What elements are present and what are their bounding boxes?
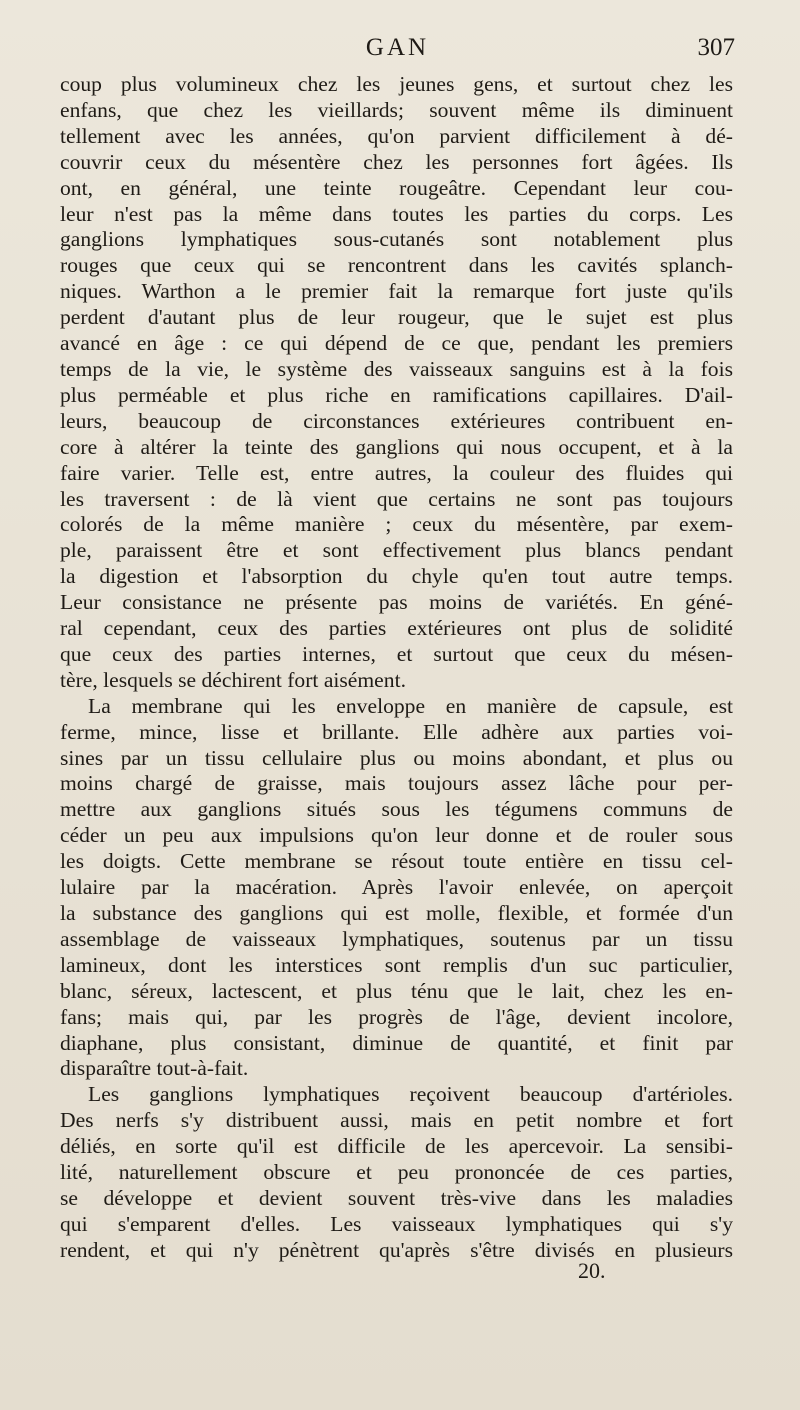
text-line: qui s'emparent d'elles. Les vaisseaux lymphatiques qui s'y bbox=[60, 1211, 733, 1236]
text-line: La membrane qui les enveloppe en manière de capsule, est bbox=[88, 693, 733, 718]
text-line: ganglions lymphatiques sous-cutanés sont notablement plus bbox=[60, 227, 733, 252]
signature-mark: 20. bbox=[578, 1258, 606, 1283]
text-line: ple, paraissent être et sont effectivement plus blancs pendant bbox=[60, 538, 733, 563]
text-line: déliés, en sorte qu'il est difficile de les apercevoir. La sensibi- bbox=[60, 1134, 733, 1159]
text-line: niques. Warthon a le premier fait la remarque fort juste qu'ils bbox=[60, 279, 733, 304]
text-line: enfans, que chez les vieillards; souvent même ils diminuent bbox=[60, 97, 733, 122]
text-line: la digestion et l'absorption du chyle qu'en tout autre temps. bbox=[60, 564, 733, 589]
text-line: lulaire par la macération. Après l'avoir enlevée, on aperçoit bbox=[60, 875, 733, 900]
body-text bbox=[60, 72, 733, 1264]
text-line: que ceux des parties internes, et surtout que ceux du mésen- bbox=[60, 641, 733, 666]
paragraph bbox=[60, 694, 733, 1083]
text-line: lamineux, dont les interstices sont remplis d'un suc particulier, bbox=[60, 952, 733, 977]
paragraph bbox=[60, 72, 733, 694]
text-line: se développe et devient souvent très-vive dans les maladies bbox=[60, 1185, 733, 1210]
text-line: les traversent : de là vient que certains ne sont pas toujours bbox=[60, 486, 733, 511]
text-line: mettre aux ganglions situés sous les tégumens communs de bbox=[60, 797, 733, 822]
text-line: lité, naturellement obscure et peu prononcée de ces parties, bbox=[60, 1160, 733, 1185]
paragraph bbox=[60, 1082, 733, 1263]
text-line: diaphane, plus consistant, diminue de quantité, et finit par bbox=[60, 1030, 733, 1055]
text-line: Des nerfs s'y distribuent aussi, mais en petit nombre et fort bbox=[60, 1108, 733, 1133]
text-line: fans; mais qui, par les progrès de l'âge, devient incolore, bbox=[60, 1004, 733, 1029]
text-line: céder un peu aux impulsions qu'on leur donne et de rouler sous bbox=[60, 823, 733, 848]
text-line: leur n'est pas la même dans toutes les parties du corps. Les bbox=[60, 201, 733, 226]
text-line: Leur consistance ne présente pas moins de variétés. En géné- bbox=[60, 590, 733, 615]
text-line: colorés de la même manière ; ceux du mésentère, par exem- bbox=[60, 512, 733, 537]
text-line: leurs, beaucoup de circonstances extérieures contribuent en- bbox=[60, 408, 733, 433]
text-line: rendent, et qui n'y pénètrent qu'après s'être divisés en plusieurs bbox=[60, 1237, 733, 1262]
text-line: les doigts. Cette membrane se résout toute entière en tissu cel- bbox=[60, 849, 733, 874]
header-title: GAN bbox=[365, 34, 430, 61]
text-line: blanc, séreux, lactescent, et plus ténu que le lait, chez les en- bbox=[60, 978, 733, 1003]
text-line: ferme, mince, lisse et brillante. Elle adhère aux parties voi- bbox=[60, 719, 733, 744]
text-line: disparaître tout-à-fait. bbox=[60, 1056, 249, 1081]
text-line: tellement avec les années, qu'on parvient difficilement à dé- bbox=[60, 123, 733, 148]
text-line: assemblage de vaisseaux lymphatiques, soutenus par un tissu bbox=[60, 926, 733, 951]
text-line: temps de la vie, le système des vaisseaux sanguins est à la fois bbox=[60, 356, 733, 381]
text-line: ral cependant, ceux des parties extérieures ont plus de solidité bbox=[60, 616, 733, 641]
running-header bbox=[60, 34, 735, 74]
text-line: ont, en général, une teinte rougeâtre. Cependant leur cou- bbox=[60, 175, 733, 200]
text-line: plus perméable et plus riche en ramifications capillaires. D'ail- bbox=[60, 382, 733, 407]
text-line: sines par un tissu cellulaire plus ou moins abondant, et plus ou bbox=[60, 745, 733, 770]
text-line: core à altérer la teinte des ganglions qui nous occupent, et à la bbox=[60, 434, 733, 459]
page-number: 307 bbox=[697, 34, 735, 61]
text-line: la substance des ganglions qui est molle, flexible, et formée d'un bbox=[60, 901, 733, 925]
text-line: avancé en âge : ce qui dépend de ce que, pendant les premiers bbox=[60, 331, 733, 356]
text-line: tère, lesquels se déchirent fort aisément. bbox=[60, 667, 406, 692]
text-line: Les ganglions lymphatiques reçoivent beaucoup d'artérioles. bbox=[88, 1082, 733, 1107]
text-line: moins chargé de graisse, mais toujours assez lâche pour per- bbox=[60, 771, 733, 796]
text-line: coup plus volumineux chez les jeunes gens, et surtout chez les bbox=[60, 72, 733, 96]
text-line: rouges que ceux qui se rencontrent dans les cavités splanch- bbox=[60, 253, 733, 278]
text-line: faire varier. Telle est, entre autres, la couleur des fluides qui bbox=[60, 460, 733, 485]
text-line: couvrir ceux du mésentère chez les personnes fort âgées. Ils bbox=[60, 149, 733, 174]
text-line: perdent d'autant plus de leur rougeur, que le sujet est plus bbox=[60, 305, 733, 330]
